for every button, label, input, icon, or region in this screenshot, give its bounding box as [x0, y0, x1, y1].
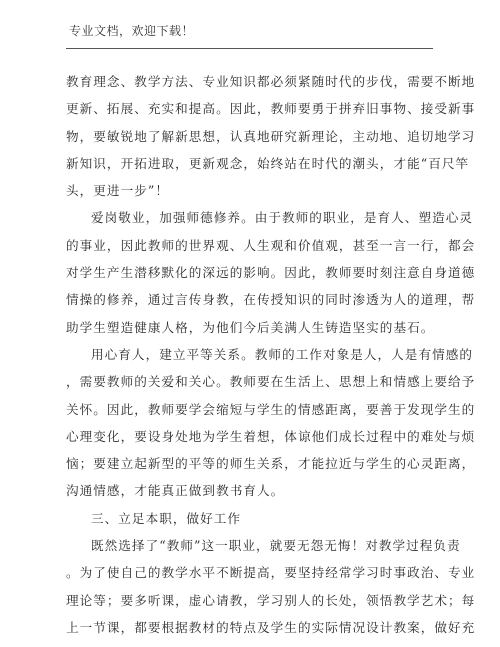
text-line: ，需要教师的关爱和关心。教师要在生活上、思想上和情感上要给予 — [66, 374, 476, 390]
text-line: 爱岗敬业，加强师德修养。由于教师的职业，是育人、塑造心灵 — [91, 210, 474, 226]
text-line: 的事业，因此教师的世界观、人生观和价值观，甚至一言一行，都会 — [66, 237, 476, 253]
text-line: 恼；要建立起新型的平等的师生关系，才能拉近与学生的心灵距离， — [66, 456, 476, 472]
text-line: 新知识，开拓进取，更新观念，始终站在时代的潮头，才能“百尺竿 — [66, 155, 470, 171]
document-body — [66, 68, 476, 641]
document-header: 专业文档，欢迎下载！ — [69, 24, 195, 38]
text-line: 对学生产生潜移默化的深远的影响。因此，教师要时刻注意自身道德 — [66, 265, 476, 281]
header-divider — [66, 48, 433, 49]
text-line: 更新、拓展、充实和提高。因此，教师要勇于拼弃旧事物、接受新事 — [66, 101, 476, 117]
text-line: 关怀。因此，教师要学会缩短与学生的情感距离，要善于发现学生的 — [66, 401, 476, 417]
text-line: 。为了使自己的教学水平不断提高，要坚持经常学习时事政治、专业 — [66, 565, 476, 581]
text-line: 助学生塑造健康人格，为他们今后美满人生铸造坚实的基石。 — [66, 319, 435, 335]
text-line: 教育理念、教学方法、专业知识都必须紧随时代的步伐，需要不断地 — [66, 74, 476, 89]
text-line: 头，更进一步”！ — [66, 183, 169, 199]
text-line: 心理变化，要设身处地为学生着想，体谅他们成长过程中的难处与烦 — [66, 428, 476, 444]
text-line: 三、立足本职，做好工作 — [91, 510, 242, 526]
text-line: 用心育人，建立平等关系。教师的工作对象是人，人是有情感的 — [91, 346, 474, 362]
text-line: 物，要敏锐地了解新思想，认真地研究新理论，主动地、追切地学习 — [66, 128, 476, 144]
text-line: 既然选择了“教师”这一职业，就要无怨无悔！对教学过程负责 — [91, 538, 461, 554]
text-line: 上一节课，都要根据教材的特点及学生的实际情况设计教案，做好充 — [66, 619, 476, 635]
text-line: 理论等；要多听课，虚心请教，学习别人的长处，领悟教学艺术；每 — [66, 592, 476, 608]
text-line: 情操的修养，通过言传身教，在传授知识的同时渗透为人的道理，帮 — [66, 292, 476, 308]
text-line: 沟通情感，才能真正做到教书育人。 — [66, 483, 285, 499]
